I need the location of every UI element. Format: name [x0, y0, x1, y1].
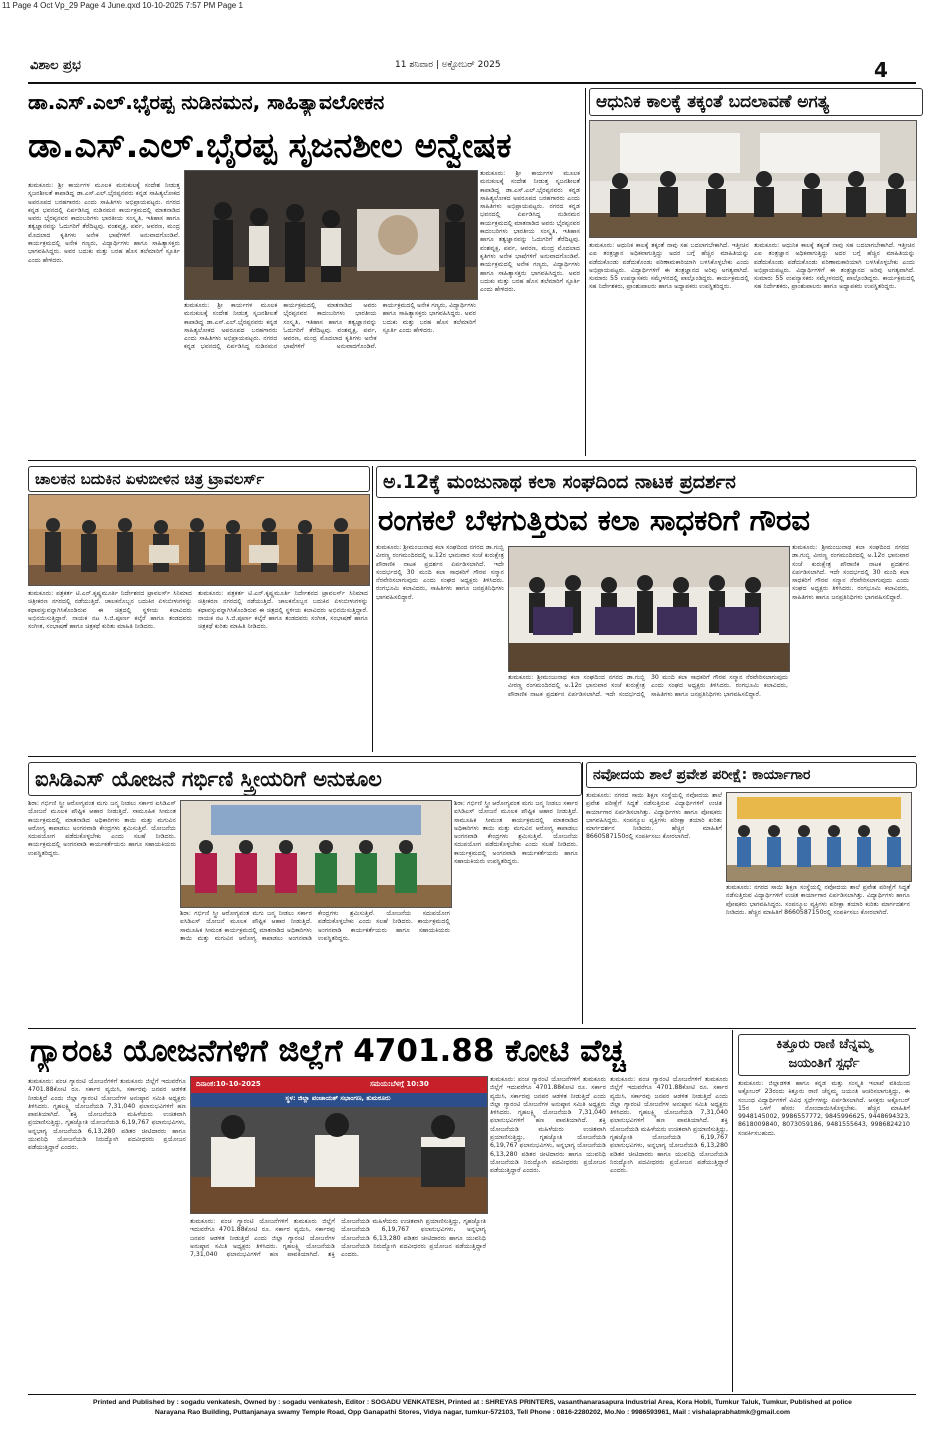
- story8-headline-line1: ಕಿತ್ತೂರು ರಾಣಿ ಚೆನ್ನಮ್ಮ: [776, 1037, 872, 1052]
- column-rule-2: [372, 466, 373, 752]
- story5-column-right: ಶಿರಾ: ಗರ್ಭಿಣಿ ಸ್ತ್ರೀ ಆರೋಗ್ಯವಂತ ಮಗು ಜನ್ಮ ನೀಡಲು ಸರ್ಕಾರ ಐಸಿಡಿಎಸ್ ಯೋಜನೆ ಮೂಲಕ ಪೌಷ್ಟಿಕ ಆಹಾರ ನೀಡುತ್ತಿದೆ. ಸಾಮೂಹಿಕ ಸೀಮಂತ ಕಾರ್ಯಕ್ರಮದಲ್ಲಿ ಮಾತನಾಡಿದ ಅಧಿಕಾರಿಗಳು ತಾಯಿ ಮತ್ತು ಮಗುವಿನ ಆರೋಗ್ಯ ಕಾಪಾಡಲು ಅಂಗನವಾಡಿ ಕೇಂದ್ರಗಳು ಶ್ರಮಿಸುತ್ತಿವೆ. ಯೋಜನೆಯ ಸದುಪಯೋಗ ಪಡೆದುಕೊಳ್ಳಬೇಕು ಎಂದು ಸಲಹೆ ನೀಡಿದರು. ಕಾರ್ಯಕ್ರಮದಲ್ಲಿ ಅಂಗನವಾಡಿ ಕಾರ್ಯಕರ್ತೆಯರು ಹಾಗೂ ಸಹಾಯಕಿಯರು ಉಪಸ್ಥಿತರಿದ್ದರು.: [454, 800, 578, 866]
- story7-column-4: ತುಮಕೂರು: ಪಂಚ ಗ್ಯಾರಂಟಿ ಯೋಜನೆಗಳಿಗೆ ತುಮಕೂರು ಜಿಲ್ಲೆಗೆ ಇದುವರೆಗೂ 4701.88ಕೋಟಿ ರೂ. ಸರ್ಕಾರ ವ್ಯಯಿಸಿ, ಸರ್ಕಾರವು ಜನಪರ ಆಡಳಿತ ನೀಡುತ್ತಿದೆ ಎಂದು ಜಿಲ್ಲಾ ಗ್ಯಾರಂಟಿ ಯೋಜನೆಗಳ ಅನುಷ್ಠಾನ ಸಮಿತಿ ಅಧ್ಯಕ್ಷರು ತಿಳಿಸಿದರು. ಗೃಹಲಕ್ಷ್ಮಿ ಯೋಜನೆಯಡಿ 7,31,040 ಫಲಾನುಭವಿಗಳಿಗೆ ಹಣ ಪಾವತಿಯಾಗಿದೆ. ಶಕ್ತಿ ಯೋಜನೆಯಡಿ ಮಹಿಳೆಯರು ಉಚಿತವಾಗಿ ಪ್ರಯಾಣಿಸುತ್ತಿದ್ದು, ಗೃಹಜ್ಯೋತಿ ಯೋಜನೆಯಡಿ 6,19,767 ಫಲಾನುಭವಿಗಳು, ಅನ್ನಭಾಗ್ಯ ಯೋಜನೆಯಡಿ 6,13,280 ಪಡಿತರ ಚೀಟಿದಾರರು ಹಾಗೂ ಯುವನಿಧಿ ಯೋಜನೆಯಡಿ ನಿರುದ್ಯೋಗಿ ಪದವೀಧರರು ಪ್ರಯೋಜನ ಪಡೆಯುತ್ತಿದ್ದಾರೆ ಎಂದರು.: [610, 1076, 728, 1175]
- story2-column-1: ತುಮಕೂರು: ಆಧುನಿಕ ಕಾಲಕ್ಕೆ ತಕ್ಕಂತೆ ನಾವು ಸಹ ಬದಲಾಗಬೇಕಾಗಿದೆ. ಇತ್ತೀಚಿನ ಎಐ ತಂತ್ರಜ್ಞಾನ ಅಧಿಕವಾಗುತ್ತಿದ್ದು ಅದರ ಬಗ್ಗೆ ಹೆಚ್ಚಿನ ಮಾಹಿತಿಯನ್ನು ಪಡೆದುಕೊಂಡು ಪಡೆದುಕೊಂಡು ಪರಿಣಾಮಕಾರಿಯಾಗಿ ಬಳಸಿಕೊಳ್ಳಬೇಕು ಎಂದು ಅಭಿಪ್ರಾಯಪಟ್ಟರು. ವಿದ್ಯಾರ್ಥಿಗಳಿಗೆ ಈ ತಂತ್ರಜ್ಞಾನದ ಅರಿವು ಅಗತ್ಯವಾಗಿದೆ. ಸುಮಾರು 55 ಉಪನ್ಯಾಸಕರು ಸಮ್ಮೇಳನದಲ್ಲಿ ಪಾಲ್ಗೊಂಡಿದ್ದರು. ಕಾರ್ಯಕ್ರಮದಲ್ಲಿ ಸಹ ನಿರ್ದೇಶಕರು, ಪ್ರಾಂಶುಪಾಲರು ಹಾಗೂ ಅಧ್ಯಾಪಕರು ಉಪಸ್ಥಿತರಿದ್ದರು.: [589, 242, 749, 291]
- column-rule-3: [582, 762, 583, 1024]
- story4-headline: ರಂಗಕಲೆ ಬೆಳಗುತ್ತಿರುವ ಕಲಾ ಸಾಧಕರಿಗೆ ಗೌರವ: [378, 503, 811, 537]
- story4-photo: [508, 546, 790, 672]
- story6-body-lower: ತುಮಕೂರು: ನಗರದ ಸಾಯಿ ಶಿಕ್ಷಣ ಸಂಸ್ಥೆಯಲ್ಲಿ ನವೋದಯ ಶಾಲೆ ಪ್ರವೇಶ ಪರೀಕ್ಷೆಗೆ ಸಿದ್ಧತೆ ನಡೆಸುತ್ತಿರುವ ವಿದ್ಯಾರ್ಥಿಗಳಿಗೆ ಉಚಿತ ಕಾರ್ಯಾಗಾರ ಏರ್ಪಡಿಸಲಾಗಿತ್ತು. ವಿದ್ಯಾರ್ಥಿಗಳು ಹಾಗೂ ಪೋಷಕರು ಭಾಗವಹಿಸಿದ್ದರು. ಸಂಪನ್ಮೂಲ ವ್ಯಕ್ತಿಗಳು ಪರೀಕ್ಷಾ ತಯಾರಿ ಕುರಿತು ಮಾರ್ಗದರ್ಶನ ನೀಡಿದರು. ಹೆಚ್ಚಿನ ಮಾಹಿತಿಗೆ 8660587150ರಲ್ಲಿ ಸಂಪರ್ಕಿಸಲು ಕೋರಲಾಗಿದೆ.: [726, 884, 910, 916]
- story6-photo: [726, 792, 912, 882]
- section-rule-3: [28, 1028, 916, 1029]
- story3-column-2: ತುಮಕೂರು: ಪತ್ರಕರ್ತ ಟಿ.ಎನ್.ಕೃಷ್ಣಮೂರ್ತಿ ನಿರ್ದೇಶನದ ಟ್ರಾವಲರ್ಸ್ ಸಿನಿಮಾದ ಚಿತ್ರೀಕರಣ ನಗರದಲ್ಲಿ ನಡೆಯುತ್ತಿದೆ. ಚಾಲಕನೊಬ್ಬನ ಬದುಕಿನ ಏಳುಬೀಳುಗಳನ್ನು ಕಥಾವಸ್ತುವನ್ನಾಗಿಸಿಕೊಂಡಿರುವ ಈ ಚಿತ್ರದಲ್ಲಿ ಸ್ಥಳೀಯ ಕಲಾವಿದರು ಅಭಿನಯಿಸುತ್ತಿದ್ದಾರೆ. ನಾಯಕ ನಟ ಸಿ.ಜಿ.ಪೂರ್ಣ ಕಲ್ಕೆರೆ ಹಾಗೂ ತಂಡದವರು ಸಂಗೀತ, ಸಂಭಾಷಣೆ ಹಾಗೂ ಚಿತ್ರಕಥೆ ಕುರಿತು ಮಾಹಿತಿ ನೀಡಿದರು.: [198, 590, 368, 631]
- story7-banner-time: ಸಮಯ:ಬೆಳಗ್ಗೆ 10:30: [370, 1080, 429, 1088]
- footer-rule: [28, 1394, 916, 1395]
- story7-banner-venue: ಸ್ಥಳ: ಜಿಲ್ಲಾ ಪಂಚಾಯತ್ ಸಭಾಂಗಣ, ತುಮಕೂರು: [285, 1094, 391, 1102]
- story5-column-1: ಶಿರಾ: ಗರ್ಭಿಣಿ ಸ್ತ್ರೀ ಆರೋಗ್ಯವಂತ ಮಗು ಜನ್ಮ ನೀಡಲು ಸರ್ಕಾರ ಐಸಿಡಿಎಸ್ ಯೋಜನೆ ಮೂಲಕ ಪೌಷ್ಟಿಕ ಆಹಾರ ನೀಡುತ್ತಿದೆ. ಸಾಮೂಹಿಕ ಸೀಮಂತ ಕಾರ್ಯಕ್ರಮದಲ್ಲಿ ಮಾತನಾಡಿದ ಅಧಿಕಾರಿಗಳು ತಾಯಿ ಮತ್ತು ಮಗುವಿನ ಆರೋಗ್ಯ ಕಾಪಾಡಲು ಅಂಗನವಾಡಿ ಕೇಂದ್ರಗಳು ಶ್ರಮಿಸುತ್ತಿವೆ. ಯೋಜನೆಯ ಸದುಪಯೋಗ ಪಡೆದುಕೊಳ್ಳಬೇಕು ಎಂದು ಸಲಹೆ ನೀಡಿದರು. ಕಾರ್ಯಕ್ರಮದಲ್ಲಿ ಅಂಗನವಾಡಿ ಕಾರ್ಯಕರ್ತೆಯರು ಹಾಗೂ ಸಹಾಯಕಿಯರು ಉಪಸ್ಥಿತರಿದ್ದರು.: [28, 800, 176, 857]
- story3-column-1: ತುಮಕೂರು: ಪತ್ರಕರ್ತ ಟಿ.ಎನ್.ಕೃಷ್ಣಮೂರ್ತಿ ನಿರ್ದೇಶನದ ಟ್ರಾವಲರ್ಸ್ ಸಿನಿಮಾದ ಚಿತ್ರೀಕರಣ ನಗರದಲ್ಲಿ ನಡೆಯುತ್ತಿದೆ. ಚಾಲಕನೊಬ್ಬನ ಬದುಕಿನ ಏಳುಬೀಳುಗಳನ್ನು ಕಥಾವಸ್ತುವನ್ನಾಗಿಸಿಕೊಂಡಿರುವ ಈ ಚಿತ್ರದಲ್ಲಿ ಸ್ಥಳೀಯ ಕಲಾವಿದರು ಅಭಿನಯಿಸುತ್ತಿದ್ದಾರೆ. ನಾಯಕ ನಟ ಸಿ.ಜಿ.ಪೂರ್ಣ ಕಲ್ಕೆರೆ ಹಾಗೂ ತಂಡದವರು ಸಂಗೀತ, ಸಂಭಾಷಣೆ ಹಾಗೂ ಚಿತ್ರಕಥೆ ಕುರಿತು ಮಾಹಿತಿ ನೀಡಿದರು.: [28, 590, 192, 631]
- story7-body-lower: ತುಮಕೂರು: ಪಂಚ ಗ್ಯಾರಂಟಿ ಯೋಜನೆಗಳಿಗೆ ತುಮಕೂರು ಜಿಲ್ಲೆಗೆ ಇದುವರೆಗೂ 4701.88ಕೋಟಿ ರೂ. ಸರ್ಕಾರ ವ್ಯಯಿಸಿ, ಸರ್ಕಾರವು ಜನಪರ ಆಡಳಿತ ನೀಡುತ್ತಿದೆ ಎಂದು ಜಿಲ್ಲಾ ಗ್ಯಾರಂಟಿ ಯೋಜನೆಗಳ ಅನುಷ್ಠಾನ ಸಮಿತಿ ಅಧ್ಯಕ್ಷರು ತಿಳಿಸಿದರು. ಗೃಹಲಕ್ಷ್ಮಿ ಯೋಜನೆಯಡಿ 7,31,040 ಫಲಾನುಭವಿಗಳಿಗೆ ಹಣ ಪಾವತಿಯಾಗಿದೆ. ಶಕ್ತಿ ಯೋಜನೆಯಡಿ ಮಹಿಳೆಯರು ಉಚಿತವಾಗಿ ಪ್ರಯಾಣಿಸುತ್ತಿದ್ದು, ಗೃಹಜ್ಯೋತಿ ಯೋಜನೆಯಡಿ 6,19,767 ಫಲಾನುಭವಿಗಳು, ಅನ್ನಭಾಗ್ಯ ಯೋಜನೆಯಡಿ 6,13,280 ಪಡಿತರ ಚೀಟಿದಾರರು ಹಾಗೂ ಯುವನಿಧಿ ಯೋಜನೆಯಡಿ ನಿರುದ್ಯೋಗಿ ಪದವೀಧರರು ಪ್ರಯೋಜನ ಪಡೆಯುತ್ತಿದ್ದಾರೆ ಎಂದರು.: [190, 1218, 486, 1259]
- story5-photo: [180, 800, 452, 908]
- story1-headline: ಡಾ.ಎಸ್.ಎಲ್.ಭೈರಪ್ಪ ಸೃಜನಶೀಲ ಅನ್ವೇಷಕ: [28, 126, 512, 166]
- section-rule: [28, 460, 916, 461]
- crop-marks: 11 Page 4 Oct Vp_29 Page 4 June.qxd 10-10-2025 7:57 PM Page 1: [2, 1, 243, 10]
- masthead-rule: [28, 82, 916, 84]
- story7-column-1: ತುಮಕೂರು: ಪಂಚ ಗ್ಯಾರಂಟಿ ಯೋಜನೆಗಳಿಗೆ ತುಮಕೂರು ಜಿಲ್ಲೆಗೆ ಇದುವರೆಗೂ 4701.88ಕೋಟಿ ರೂ. ಸರ್ಕಾರ ವ್ಯಯಿಸಿ, ಸರ್ಕಾರವು ಜನಪರ ಆಡಳಿತ ನೀಡುತ್ತಿದೆ ಎಂದು ಜಿಲ್ಲಾ ಗ್ಯಾರಂಟಿ ಯೋಜನೆಗಳ ಅನುಷ್ಠಾನ ಸಮಿತಿ ಅಧ್ಯಕ್ಷರು ತಿಳಿಸಿದರು. ಗೃಹಲಕ್ಷ್ಮಿ ಯೋಜನೆಯಡಿ 7,31,040 ಫಲಾನುಭವಿಗಳಿಗೆ ಹಣ ಪಾವತಿಯಾಗಿದೆ. ಶಕ್ತಿ ಯೋಜನೆಯಡಿ ಮಹಿಳೆಯರು ಉಚಿತವಾಗಿ ಪ್ರಯಾಣಿಸುತ್ತಿದ್ದು, ಗೃಹಜ್ಯೋತಿ ಯೋಜನೆಯಡಿ 6,19,767 ಫಲಾನುಭವಿಗಳು, ಅನ್ನಭಾಗ್ಯ ಯೋಜನೆಯಡಿ 6,13,280 ಪಡಿತರ ಚೀಟಿದಾರರು ಹಾಗೂ ಯುವನಿಧಿ ಯೋಜನೆಯಡಿ ನಿರುದ್ಯೋಗಿ ಪದವೀಧರರು ಪ್ರಯೋಜನ ಪಡೆಯುತ್ತಿದ್ದಾರೆ ಎಂದರು.: [28, 1078, 186, 1152]
- story4-kicker: ಅ.12ಕ್ಕೆ ಮಂಜುನಾಥ ಕಲಾ ಸಂಘದಿಂದ ನಾಟಕ ಪ್ರದರ್ಶನ: [376, 466, 917, 498]
- page-number: 4: [874, 58, 888, 82]
- story7-banner-date: ದಿನಾಂಕ:10-10-2025: [196, 1080, 261, 1088]
- story1-column-right: ತುಮಕೂರು: ಶ್ರೀ ಕಾರ್ಯಗಳ ಮೂಲಕ ಮನುಕುಲಕ್ಕೆ ಸಂದೇಶ ನೀಡುತ್ತ ಸೃಜನಶೀಲತೆ ಕಾಪಾಡಿದ್ದ ಡಾ.ಎಸ್.ಎಲ್.ಭೈರಪ್ಪನವರು ಕನ್ನಡ ಸಾಹಿತ್ಯಲೋಕದ ಅಪರೂಪದ ಬರಹಗಾರರು ಎಂದು ಸಾಹಿತಿಗಳು ಅಭಿಪ್ರಾಯಪಟ್ಟರು. ನಗರದ ಕನ್ನಡ ಭವನದಲ್ಲಿ ಏರ್ಪಡಿಸಿದ್ದ ನುಡಿನಮನ ಕಾರ್ಯಕ್ರಮದಲ್ಲಿ ಮಾತನಾಡಿದ ಅವರು ಭೈರಪ್ಪನವರ ಕಾದಂಬರಿಗಳು ಭಾರತೀಯ ಸಂಸ್ಕೃತಿ, ಇತಿಹಾಸ ಹಾಗೂ ತತ್ವಜ್ಞಾನವನ್ನು ಓದುಗರಿಗೆ ತೆರೆದಿಟ್ಟವು. ವಂಶವೃಕ್ಷ, ಪರ್ವ, ಆವರಣ, ಮಂದ್ರ ಮೊದಲಾದ ಕೃತಿಗಳು ಅನೇಕ ಭಾಷೆಗಳಿಗೆ ಅನುವಾದಗೊಂಡಿವೆ. ಕಾರ್ಯಕ್ರಮದಲ್ಲಿ ಅನೇಕ ಗಣ್ಯರು, ವಿದ್ಯಾರ್ಥಿಗಳು ಹಾಗೂ ಸಾಹಿತ್ಯಾಸಕ್ತರು ಭಾಗವಹಿಸಿದ್ದರು. ಅವರ ಬದುಕು ಮತ್ತು ಬರಹ ಹೊಸ ತಲೆಮಾರಿಗೆ ಸ್ಫೂರ್ತಿ ಎಂದು ಹೇಳಿದರು.: [480, 170, 580, 294]
- story1-column-1: ತುಮಕೂರು: ಶ್ರೀ ಕಾರ್ಯಗಳ ಮೂಲಕ ಮನುಕುಲಕ್ಕೆ ಸಂದೇಶ ನೀಡುತ್ತ ಸೃಜನಶೀಲತೆ ಕಾಪಾಡಿದ್ದ ಡಾ.ಎಸ್.ಎಲ್.ಭೈರಪ್ಪನವರು ಕನ್ನಡ ಸಾಹಿತ್ಯಲೋಕದ ಅಪರೂಪದ ಬರಹಗಾರರು ಎಂದು ಸಾಹಿತಿಗಳು ಅಭಿಪ್ರಾಯಪಟ್ಟರು. ನಗರದ ಕನ್ನಡ ಭವನದಲ್ಲಿ ಏರ್ಪಡಿಸಿದ್ದ ನುಡಿನಮನ ಕಾರ್ಯಕ್ರಮದಲ್ಲಿ ಮಾತನಾಡಿದ ಅವರು ಭೈರಪ್ಪನವರ ಕಾದಂಬರಿಗಳು ಭಾರತೀಯ ಸಂಸ್ಕೃತಿ, ಇತಿಹಾಸ ಹಾಗೂ ತತ್ವಜ್ಞಾನವನ್ನು ಓದುಗರಿಗೆ ತೆರೆದಿಟ್ಟವು. ವಂಶವೃಕ್ಷ, ಪರ್ವ, ಆವರಣ, ಮಂದ್ರ ಮೊದಲಾದ ಕೃತಿಗಳು ಅನೇಕ ಭಾಷೆಗಳಿಗೆ ಅನುವಾದಗೊಂಡಿವೆ. ಕಾರ್ಯಕ್ರಮದಲ್ಲಿ ಅನೇಕ ಗಣ್ಯರು, ವಿದ್ಯಾರ್ಥಿಗಳು ಹಾಗೂ ಸಾಹಿತ್ಯಾಸಕ್ತರು ಭಾಗವಹಿಸಿದ್ದರು. ಅವರ ಬದುಕು ಮತ್ತು ಬರಹ ಹೊಸ ತಲೆಮಾರಿಗೆ ಸ್ಫೂರ್ತಿ ಎಂದು ಹೇಳಿದರು.: [28, 182, 180, 264]
- story3-photo: [28, 494, 370, 586]
- story5-headline: ಐಸಿಡಿಎಸ್ ಯೋಜನೆ ಗರ್ಭಿಣಿ ಸ್ತ್ರೀಯರಿಗೆ ಅನುಕೂಲ: [28, 762, 582, 796]
- footer-line2: Narayana Rao Building, Puttanjanaya swamy Temple Road, Opp Ganapathi Stores, Vidya nagar, tumkur-572103, Tell Phone : 0816-2280202, Mo.No : 9986593961, Mail : vishalaprabhatmk@gmail.com: [154, 1409, 791, 1416]
- story2-photo: [589, 120, 917, 238]
- story8-body: ತುಮಕೂರು: ಜಿಲ್ಲಾಡಳಿತ ಹಾಗೂ ಕನ್ನಡ ಮತ್ತು ಸಂಸ್ಕೃತಿ ಇಲಾಖೆ ವತಿಯಿಂದ ಅಕ್ಟೋಬರ್ 23ರಂದು ಕಿತ್ತೂರು ರಾಣಿ ಚೆನ್ನಮ್ಮ ಜಯಂತಿ ಆಚರಿಸಲಾಗುತ್ತಿದ್ದು, ಈ ಸಂಬಂಧ ವಿದ್ಯಾರ್ಥಿಗಳಿಗೆ ವಿವಿಧ ಸ್ಪರ್ಧೆಗಳನ್ನು ಏರ್ಪಡಿಸಲಾಗಿದೆ. ಆಸಕ್ತರು ಅಕ್ಟೋಬರ್ 15ರ ಒಳಗೆ ಹೆಸರು ನೋಂದಾಯಿಸಿಕೊಳ್ಳಬೇಕು. ಹೆಚ್ಚಿನ ಮಾಹಿತಿಗೆ 9948145002, 9986557772, 9845996625, 9448694323, 8618009840, 8073059186, 9481555643, 9986824210 ಸಂಪರ್ಕಿಸಬಹುದು.: [738, 1080, 910, 1137]
- story6-column-1: ತುಮಕೂರು: ನಗರದ ಸಾಯಿ ಶಿಕ್ಷಣ ಸಂಸ್ಥೆಯಲ್ಲಿ ನವೋದಯ ಶಾಲೆ ಪ್ರವೇಶ ಪರೀಕ್ಷೆಗೆ ಸಿದ್ಧತೆ ನಡೆಸುತ್ತಿರುವ ವಿದ್ಯಾರ್ಥಿಗಳಿಗೆ ಉಚಿತ ಕಾರ್ಯಾಗಾರ ಏರ್ಪಡಿಸಲಾಗಿತ್ತು. ವಿದ್ಯಾರ್ಥಿಗಳು ಹಾಗೂ ಪೋಷಕರು ಭಾಗವಹಿಸಿದ್ದರು. ಸಂಪನ್ಮೂಲ ವ್ಯಕ್ತಿಗಳು ಪರೀಕ್ಷಾ ತಯಾರಿ ಕುರಿತು ಮಾರ್ಗದರ್ಶನ ನೀಡಿದರು. ಹೆಚ್ಚಿನ ಮಾಹಿತಿಗೆ 8660587150ರಲ್ಲಿ ಸಂಪರ್ಕಿಸಲು ಕೋರಲಾಗಿದೆ.: [586, 792, 722, 841]
- story2-headline: ಆಧುನಿಕ ಕಾಲಕ್ಕೆ ತಕ್ಕಂತೆ ಬದಲಾವಣೆ ಅಗತ್ಯ: [589, 88, 923, 116]
- story7-headline: ಗ್ಯಾರಂಟಿ ಯೋಜನೆಗಳಿಗೆ ಜಿಲ್ಲೆಗೆ 4701.88 ಕೋಟಿ ವೆಚ್ಚ: [30, 1033, 626, 1069]
- footer-line1: Printed and Published by : sogadu venkatesh, Owned by : sogadu venkatesh, Editor : SOGADU VENKATESH, Printed at : SHREYAS PRINTERS, vasanthanarasapura Industrial Area, Kora Hobli, Tumkur Taluk, Tumkur, Published at police: [93, 1399, 852, 1406]
- masthead-date: 11 ಶನಿವಾರ | ಅಕ್ಟೋಬರ್ 2025: [395, 60, 501, 70]
- story4-column-1: ತುಮಕೂರು: ಶ್ರೀಮಂಜುನಾಥ ಕಲಾ ಸಂಘದಿಂದ ನಗರದ ಡಾ.ಗುಬ್ಬಿ ವೀರಣ್ಣ ರಂಗಮಂದಿರದಲ್ಲಿ ಅ.12ರ ಭಾನುವಾರ ಸಂಜೆ ಕುರುಕ್ಷೇತ್ರ ಪೌರಾಣಿಕ ನಾಟಕ ಪ್ರದರ್ಶನ ಏರ್ಪಡಿಸಲಾಗಿದೆ. ಇದೇ ಸಂದರ್ಭದಲ್ಲಿ 30 ಮಂದಿ ಕಲಾ ಸಾಧಕರಿಗೆ ಗೌರವ ಸನ್ಮಾನ ನೆರವೇರಿಸಲಾಗುವುದು ಎಂದು ಸಂಘದ ಅಧ್ಯಕ್ಷರು ತಿಳಿಸಿದರು. ರಂಗಭೂಮಿ ಕಲಾವಿದರು, ಸಾಹಿತಿಗಳು ಹಾಗೂ ಜನಪ್ರತಿನಿಧಿಗಳು ಭಾಗವಹಿಸಲಿದ್ದಾರೆ.: [376, 544, 504, 601]
- story1-photo: [184, 170, 478, 300]
- footer-imprint: [0, 1398, 945, 1418]
- story1-body-lower: ತುಮಕೂರು: ಶ್ರೀ ಕಾರ್ಯಗಳ ಮೂಲಕ ಮನುಕುಲಕ್ಕೆ ಸಂದೇಶ ನೀಡುತ್ತ ಸೃಜನಶೀಲತೆ ಕಾಪಾಡಿದ್ದ ಡಾ.ಎಸ್.ಎಲ್.ಭೈರಪ್ಪನವರು ಕನ್ನಡ ಸಾಹಿತ್ಯಲೋಕದ ಅಪರೂಪದ ಬರಹಗಾರರು ಎಂದು ಸಾಹಿತಿಗಳು ಅಭಿಪ್ರಾಯಪಟ್ಟರು. ನಗರದ ಕನ್ನಡ ಭವನದಲ್ಲಿ ಏರ್ಪಡಿಸಿದ್ದ ನುಡಿನಮನ ಕಾರ್ಯಕ್ರಮದಲ್ಲಿ ಮಾತನಾಡಿದ ಅವರು ಭೈರಪ್ಪನವರ ಕಾದಂಬರಿಗಳು ಭಾರತೀಯ ಸಂಸ್ಕೃತಿ, ಇತಿಹಾಸ ಹಾಗೂ ತತ್ವಜ್ಞಾನವನ್ನು ಓದುಗರಿಗೆ ತೆರೆದಿಟ್ಟವು. ವಂಶವೃಕ್ಷ, ಪರ್ವ, ಆವರಣ, ಮಂದ್ರ ಮೊದಲಾದ ಕೃತಿಗಳು ಅನೇಕ ಭಾಷೆಗಳಿಗೆ ಅನುವಾದಗೊಂಡಿವೆ. ಕಾರ್ಯಕ್ರಮದಲ್ಲಿ ಅನೇಕ ಗಣ್ಯರು, ವಿದ್ಯಾರ್ಥಿಗಳು ಹಾಗೂ ಸಾಹಿತ್ಯಾಸಕ್ತರು ಭಾಗವಹಿಸಿದ್ದರು. ಅವರ ಬದುಕು ಮತ್ತು ಬರಹ ಹೊಸ ತಲೆಮಾರಿಗೆ ಸ್ಫೂರ್ತಿ ಎಂದು ಹೇಳಿದರು.: [184, 302, 476, 351]
- story4-column-right: ತುಮಕೂರು: ಶ್ರೀಮಂಜುನಾಥ ಕಲಾ ಸಂಘದಿಂದ ನಗರದ ಡಾ.ಗುಬ್ಬಿ ವೀರಣ್ಣ ರಂಗಮಂದಿರದಲ್ಲಿ ಅ.12ರ ಭಾನುವಾರ ಸಂಜೆ ಕುರುಕ್ಷೇತ್ರ ಪೌರಾಣಿಕ ನಾಟಕ ಪ್ರದರ್ಶನ ಏರ್ಪಡಿಸಲಾಗಿದೆ. ಇದೇ ಸಂದರ್ಭದಲ್ಲಿ 30 ಮಂದಿ ಕಲಾ ಸಾಧಕರಿಗೆ ಗೌರವ ಸನ್ಮಾನ ನೆರವೇರಿಸಲಾಗುವುದು ಎಂದು ಸಂಘದ ಅಧ್ಯಕ್ಷರು ತಿಳಿಸಿದರು. ರಂಗಭೂಮಿ ಕಲಾವಿದರು, ಸಾಹಿತಿಗಳು ಹಾಗೂ ಜನಪ್ರತಿನಿಧಿಗಳು ಭಾಗವಹಿಸಲಿದ್ದಾರೆ.: [792, 544, 909, 601]
- section-rule-2: [28, 756, 916, 757]
- story6-headline: ನವೋದಯ ಶಾಲೆ ಪ್ರವೇಶ ಪರೀಕ್ಷೆ: ಕಾರ್ಯಾಗಾರ: [586, 762, 917, 788]
- story8-headline-line2: ಜಯಂತಿಗೆ ಸ್ಪರ್ಧೆ: [788, 1056, 860, 1071]
- story8-headline-box: [738, 1034, 910, 1076]
- story2-column-2: ತುಮಕೂರು: ಆಧುನಿಕ ಕಾಲಕ್ಕೆ ತಕ್ಕಂತೆ ನಾವು ಸಹ ಬದಲಾಗಬೇಕಾಗಿದೆ. ಇತ್ತೀಚಿನ ಎಐ ತಂತ್ರಜ್ಞಾನ ಅಧಿಕವಾಗುತ್ತಿದ್ದು ಅದರ ಬಗ್ಗೆ ಹೆಚ್ಚಿನ ಮಾಹಿತಿಯನ್ನು ಪಡೆದುಕೊಂಡು ಪಡೆದುಕೊಂಡು ಪರಿಣಾಮಕಾರಿಯಾಗಿ ಬಳಸಿಕೊಳ್ಳಬೇಕು ಎಂದು ಅಭಿಪ್ರಾಯಪಟ್ಟರು. ವಿದ್ಯಾರ್ಥಿಗಳಿಗೆ ಈ ತಂತ್ರಜ್ಞಾನದ ಅರಿವು ಅಗತ್ಯವಾಗಿದೆ. ಸುಮಾರು 55 ಉಪನ್ಯಾಸಕರು ಸಮ್ಮೇಳನದಲ್ಲಿ ಪಾಲ್ಗೊಂಡಿದ್ದರು. ಕಾರ್ಯಕ್ರಮದಲ್ಲಿ ಸಹ ನಿರ್ದೇಶಕರು, ಪ್ರಾಂಶುಪಾಲರು ಹಾಗೂ ಅಧ್ಯಾಪಕರು ಉಪಸ್ಥಿತರಿದ್ದರು.: [754, 242, 915, 291]
- story1-kicker: ಡಾ.ಎಸ್.ಎಲ್.ಭೈರಪ್ಪ ನುಡಿನಮನ, ಸಾಹಿತ್ಯಾವಲೋಕನ: [28, 90, 385, 114]
- story7-column-3: ತುಮಕೂರು: ಪಂಚ ಗ್ಯಾರಂಟಿ ಯೋಜನೆಗಳಿಗೆ ತುಮಕೂರು ಜಿಲ್ಲೆಗೆ ಇದುವರೆಗೂ 4701.88ಕೋಟಿ ರೂ. ಸರ್ಕಾರ ವ್ಯಯಿಸಿ, ಸರ್ಕಾರವು ಜನಪರ ಆಡಳಿತ ನೀಡುತ್ತಿದೆ ಎಂದು ಜಿಲ್ಲಾ ಗ್ಯಾರಂಟಿ ಯೋಜನೆಗಳ ಅನುಷ್ಠಾನ ಸಮಿತಿ ಅಧ್ಯಕ್ಷರು ತಿಳಿಸಿದರು. ಗೃಹಲಕ್ಷ್ಮಿ ಯೋಜನೆಯಡಿ 7,31,040 ಫಲಾನುಭವಿಗಳಿಗೆ ಹಣ ಪಾವತಿಯಾಗಿದೆ. ಶಕ್ತಿ ಯೋಜನೆಯಡಿ ಮಹಿಳೆಯರು ಉಚಿತವಾಗಿ ಪ್ರಯಾಣಿಸುತ್ತಿದ್ದು, ಗೃಹಜ್ಯೋತಿ ಯೋಜನೆಯಡಿ 6,19,767 ಫಲಾನುಭವಿಗಳು, ಅನ್ನಭಾಗ್ಯ ಯೋಜನೆಯಡಿ 6,13,280 ಪಡಿತರ ಚೀಟಿದಾರರು ಹಾಗೂ ಯುವನಿಧಿ ಯೋಜನೆಯಡಿ ನಿರುದ್ಯೋಗಿ ಪದವೀಧರರು ಪ್ರಯೋಜನ ಪಡೆಯುತ್ತಿದ್ದಾರೆ ಎಂದರು.: [490, 1076, 606, 1175]
- story5-body-lower: ಶಿರಾ: ಗರ್ಭಿಣಿ ಸ್ತ್ರೀ ಆರೋಗ್ಯವಂತ ಮಗು ಜನ್ಮ ನೀಡಲು ಸರ್ಕಾರ ಐಸಿಡಿಎಸ್ ಯೋಜನೆ ಮೂಲಕ ಪೌಷ್ಟಿಕ ಆಹಾರ ನೀಡುತ್ತಿದೆ. ಸಾಮೂಹಿಕ ಸೀಮಂತ ಕಾರ್ಯಕ್ರಮದಲ್ಲಿ ಮಾತನಾಡಿದ ಅಧಿಕಾರಿಗಳು ತಾಯಿ ಮತ್ತು ಮಗುವಿನ ಆರೋಗ್ಯ ಕಾಪಾಡಲು ಅಂಗನವಾಡಿ ಕೇಂದ್ರಗಳು ಶ್ರಮಿಸುತ್ತಿವೆ. ಯೋಜನೆಯ ಸದುಪಯೋಗ ಪಡೆದುಕೊಳ್ಳಬೇಕು ಎಂದು ಸಲಹೆ ನೀಡಿದರು. ಕಾರ್ಯಕ್ರಮದಲ್ಲಿ ಅಂಗನವಾಡಿ ಕಾರ್ಯಕರ್ತೆಯರು ಹಾಗೂ ಸಹಾಯಕಿಯರು ಉಪಸ್ಥಿತರಿದ್ದರು.: [180, 910, 450, 942]
- column-rule-4: [732, 1030, 733, 1392]
- masthead-name: ವಿಶಾಲ ಪ್ರಭ: [30, 58, 81, 73]
- column-rule: [585, 88, 586, 456]
- story3-headline: ಚಾಲಕನ ಬದುಕಿನ ಏಳುಬೀಳಿನ ಚಿತ್ರ ಟ್ರಾವಲರ್ಸ್: [28, 466, 370, 492]
- story4-body-lower: ತುಮಕೂರು: ಶ್ರೀಮಂಜುನಾಥ ಕಲಾ ಸಂಘದಿಂದ ನಗರದ ಡಾ.ಗುಬ್ಬಿ ವೀರಣ್ಣ ರಂಗಮಂದಿರದಲ್ಲಿ ಅ.12ರ ಭಾನುವಾರ ಸಂಜೆ ಕುರುಕ್ಷೇತ್ರ ಪೌರಾಣಿಕ ನಾಟಕ ಪ್ರದರ್ಶನ ಏರ್ಪಡಿಸಲಾಗಿದೆ. ಇದೇ ಸಂದರ್ಭದಲ್ಲಿ 30 ಮಂದಿ ಕಲಾ ಸಾಧಕರಿಗೆ ಗೌರವ ಸನ್ಮಾನ ನೆರವೇರಿಸಲಾಗುವುದು ಎಂದು ಸಂಘದ ಅಧ್ಯಕ್ಷರು ತಿಳಿಸಿದರು. ರಂಗಭೂಮಿ ಕಲಾವಿದರು, ಸಾಹಿತಿಗಳು ಹಾಗೂ ಜನಪ್ರತಿನಿಧಿಗಳು ಭಾಗವಹಿಸಲಿದ್ದಾರೆ.: [508, 674, 788, 698]
